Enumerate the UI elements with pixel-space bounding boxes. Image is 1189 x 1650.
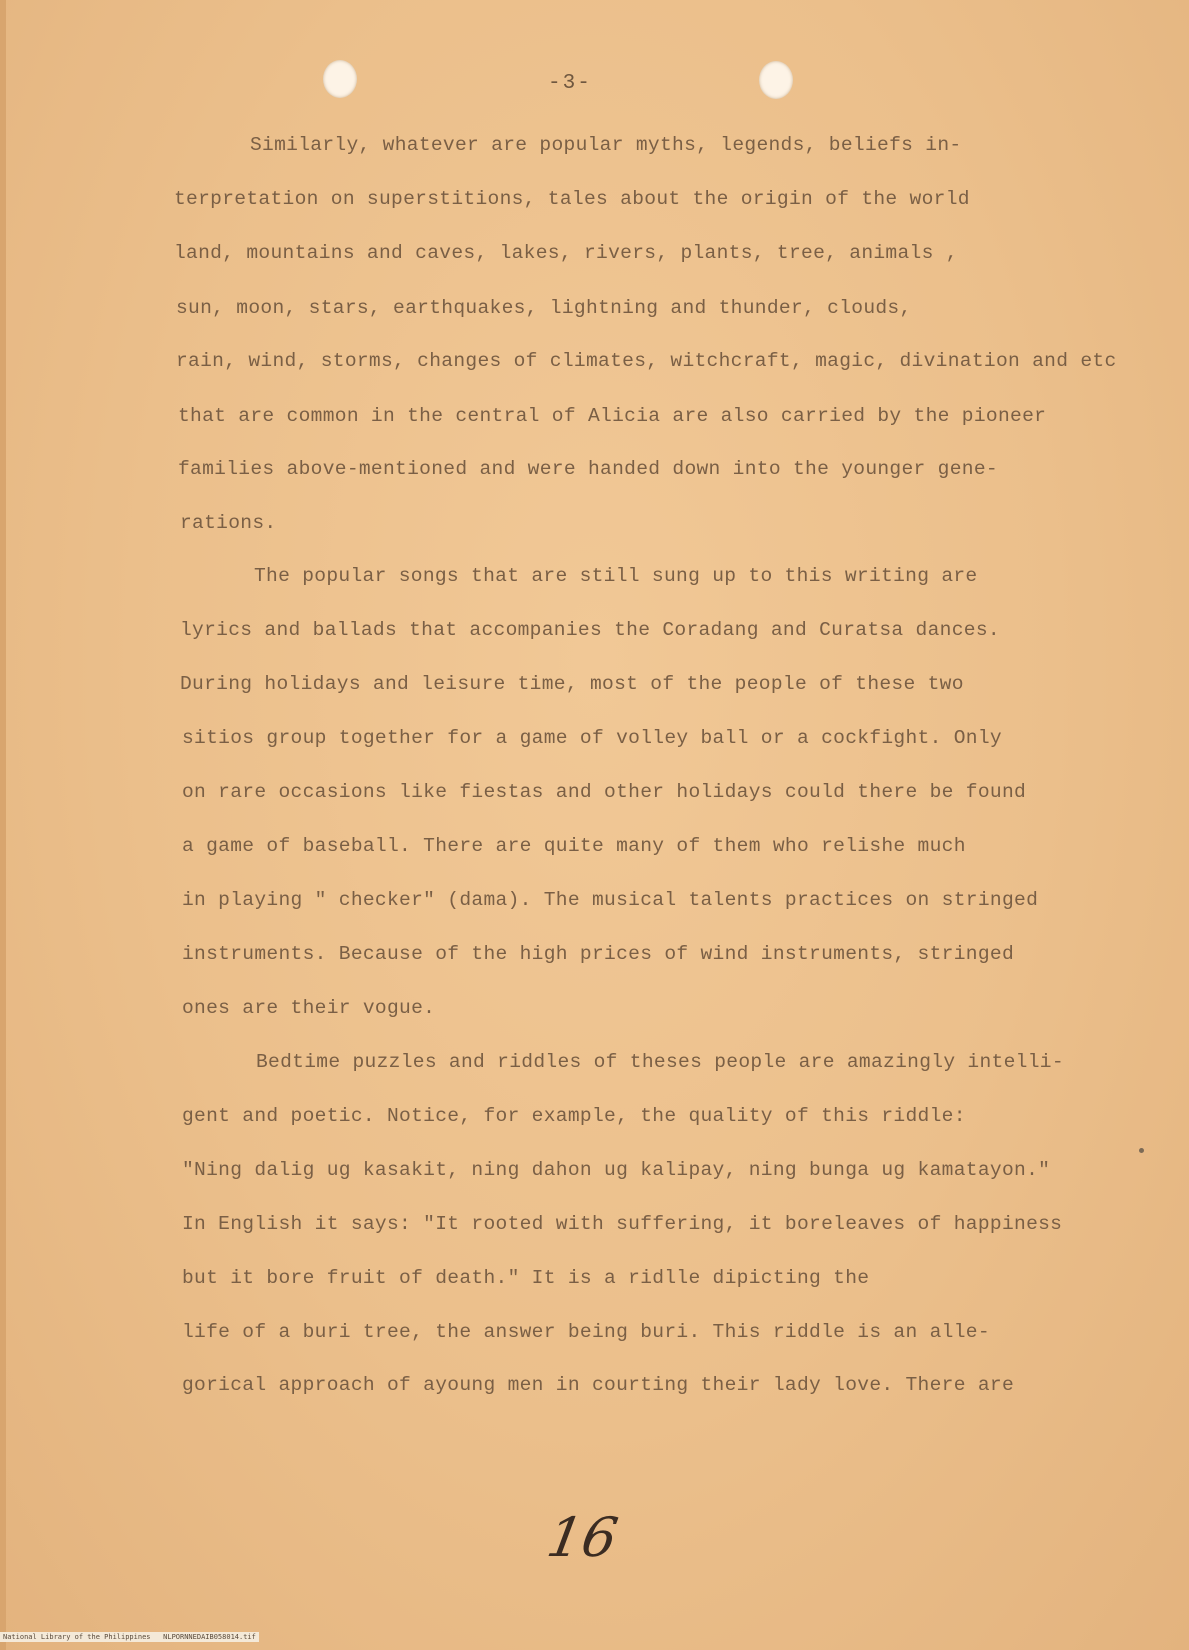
text-line: rations. bbox=[180, 512, 277, 534]
text-line: families above-mentioned and were handed down into the younger gene- bbox=[178, 458, 998, 480]
text-line: sitios group together for a game of volley ball or a cockfight. Only bbox=[182, 727, 1002, 749]
text-line: lyrics and ballads that accompanies the Coradang and Curatsa dances. bbox=[180, 619, 1000, 641]
text-line: gorical approach of ayoung men in courting their lady love. There are bbox=[182, 1374, 1015, 1396]
punch-hole-right bbox=[759, 61, 793, 99]
text-line: in playing " checker" (dama). The musical talents practices on stringed bbox=[182, 889, 1039, 911]
text-line: that are common in the central of Alicia are also carried by the pioneer bbox=[178, 405, 1047, 427]
text-line: In English it says: "It rooted with suffering, it boreleaves of happiness bbox=[182, 1213, 1063, 1235]
text-line: instruments. Because of the high prices of wind instruments, stringed bbox=[182, 943, 1015, 965]
text-line: but it bore fruit of death." It is a ridlle dipicting the bbox=[182, 1267, 870, 1289]
page-number: -3- bbox=[548, 72, 592, 95]
page-edge bbox=[0, 0, 6, 1650]
text-line: During holidays and leisure time, most of the people of these two bbox=[180, 673, 964, 695]
text-line: Similarly, whatever are popular myths, legends, beliefs in- bbox=[250, 134, 962, 156]
ink-speck bbox=[1139, 1148, 1144, 1153]
text-line: "Ning dalig ug kasakit, ning dahon ug kalipay, ning bunga ug kamatayon." bbox=[182, 1159, 1051, 1181]
punch-hole-left bbox=[323, 60, 357, 98]
text-line: ones are their vogue. bbox=[182, 997, 436, 1019]
handwritten-page-number: 16 bbox=[542, 1506, 623, 1569]
text-line: on rare occasions like fiestas and other holidays could there be found bbox=[182, 781, 1027, 803]
text-line: life of a buri tree, the answer being buri. This riddle is an alle- bbox=[182, 1321, 990, 1343]
text-line: a game of baseball. There are quite many of them who relishe much bbox=[182, 835, 966, 857]
text-line: gent and poetic. Notice, for example, the quality of this riddle: bbox=[182, 1105, 966, 1127]
text-line: Bedtime puzzles and riddles of theses people are amazingly intelli- bbox=[256, 1051, 1064, 1073]
text-line: sun, moon, stars, earthquakes, lightning and thunder, clouds, bbox=[176, 297, 912, 319]
text-line: The popular songs that are still sung up to this writing are bbox=[254, 565, 978, 587]
text-line: terpretation on superstitions, tales about the origin of the world bbox=[174, 188, 970, 210]
text-line: land, mountains and caves, lakes, rivers, plants, tree, animals , bbox=[174, 242, 958, 264]
archive-footer: National Library of the Philippines NLPORNNEDAIB058014.tif bbox=[0, 1632, 259, 1642]
text-line: rain, wind, storms, changes of climates, witchcraft, magic, divination and etc bbox=[176, 350, 1117, 372]
